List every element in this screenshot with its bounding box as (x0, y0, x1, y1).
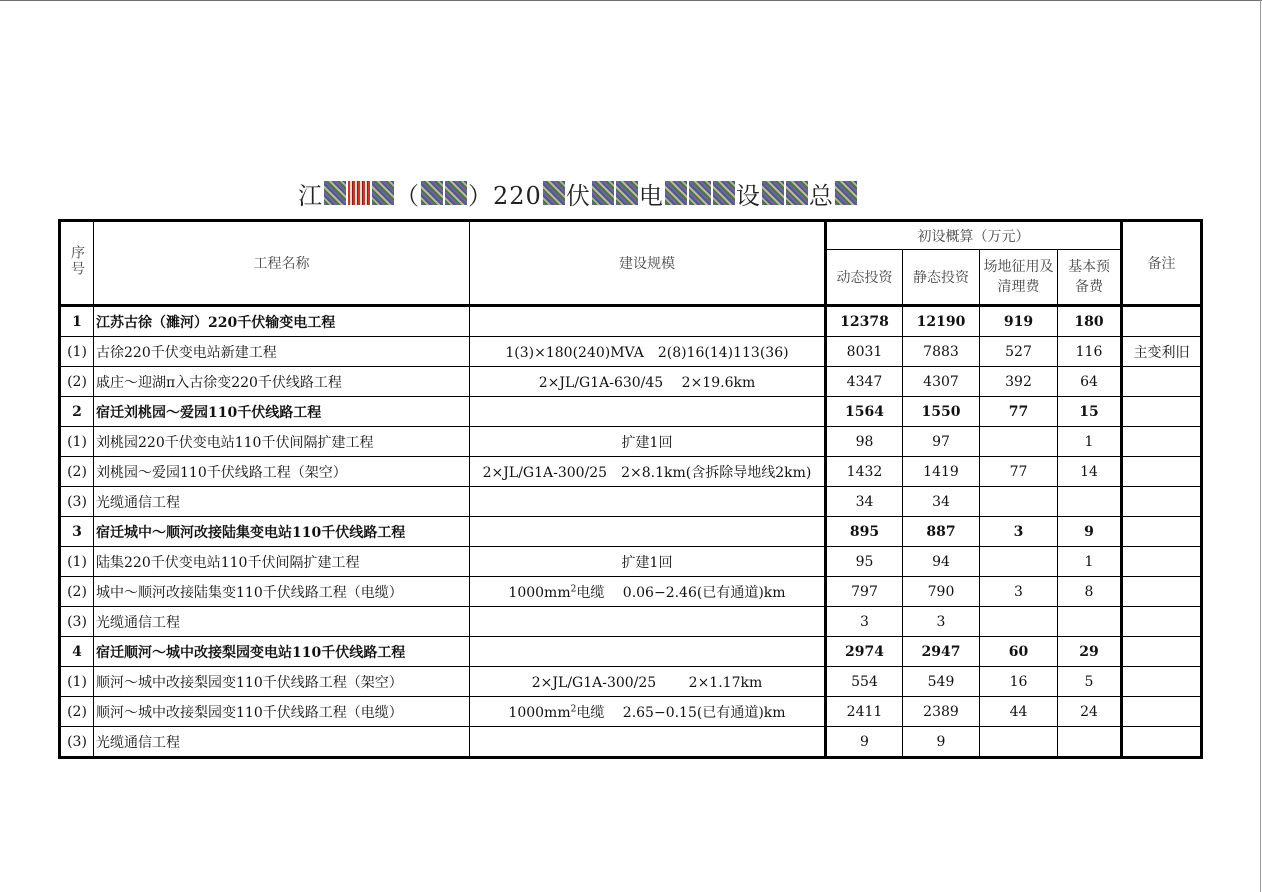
row-reserve: 8 (1058, 577, 1122, 607)
row-seq: (2) (60, 697, 94, 727)
row-static: 9 (903, 727, 980, 758)
table-row (60, 487, 1202, 517)
row-dynamic: 1564 (826, 397, 903, 427)
row-reserve: 29 (1058, 637, 1122, 667)
row-reserve: 14 (1058, 457, 1122, 487)
row-static: 887 (903, 517, 980, 547)
row-name: 江苏古徐（濉河）220千伏输变电工程 (94, 306, 470, 337)
title-char-dian: 电 (638, 181, 664, 210)
row-reserve: 180 (1058, 306, 1122, 337)
row-name: 城中～顺河改接陆集变110千伏线路工程（电缆） (94, 577, 470, 607)
row-site: 527 (980, 337, 1058, 367)
row-site (980, 547, 1058, 577)
row-remark (1122, 667, 1202, 697)
page-right-border (1260, 0, 1261, 892)
title-mosaic-3 (372, 181, 394, 205)
row-reserve: 15 (1058, 397, 1122, 427)
row-remark (1122, 487, 1202, 517)
row-scale (470, 637, 826, 667)
row-reserve: 116 (1058, 337, 1122, 367)
table-row (60, 397, 1202, 427)
row-site: 392 (980, 367, 1058, 397)
row-site: 60 (980, 637, 1058, 667)
title-mosaic-12 (762, 181, 784, 205)
document-title (298, 176, 858, 210)
title-paren-close-220: ）220 (468, 181, 542, 210)
row-name: 顺河～城中改接梨园变110千伏线路工程（架空） (94, 667, 470, 697)
row-reserve: 1 (1058, 547, 1122, 577)
row-seq: (3) (60, 487, 94, 517)
row-static: 790 (903, 577, 980, 607)
row-static: 12190 (903, 306, 980, 337)
row-seq: (2) (60, 367, 94, 397)
header-static: 静态投资 (903, 250, 980, 306)
row-scale: 1(3)×180(240)MVA 2(8)16(14)113(36) (470, 337, 826, 367)
row-name: 宿迁城中～顺河改接陆集变电站110千伏线路工程 (94, 517, 470, 547)
row-scale (470, 577, 826, 607)
row-remark (1122, 517, 1202, 547)
row-seq: (3) (60, 607, 94, 637)
row-dynamic: 95 (826, 547, 903, 577)
row-static: 3 (903, 607, 980, 637)
title-mosaic-14 (835, 181, 857, 205)
row-name: 陆集220千伏变电站110千伏间隔扩建工程 (94, 547, 470, 577)
table-header-row-1 (60, 221, 1202, 250)
page-top-border (0, 0, 1262, 1)
title-mosaic-4 (421, 181, 443, 205)
row-remark: 主变利旧 (1122, 337, 1202, 367)
row-site: 3 (980, 577, 1058, 607)
title-paren-open: （ (395, 181, 420, 210)
header-scale: 建设规模 (470, 221, 826, 306)
row-seq: (2) (60, 577, 94, 607)
row-scale (470, 306, 826, 337)
row-dynamic: 98 (826, 427, 903, 457)
row-remark (1122, 306, 1202, 337)
table-row (60, 697, 1202, 727)
row-remark (1122, 547, 1202, 577)
header-remark: 备注 (1122, 221, 1202, 306)
row-name: 古徐220千伏变电站新建工程 (94, 337, 470, 367)
row-scale: 扩建1回 (470, 427, 826, 457)
row-site (980, 427, 1058, 457)
scale-superscript: 2 (570, 703, 577, 714)
row-name: 戚庄～迎湖π入古徐变220千伏线路工程 (94, 367, 470, 397)
scale-superscript: 2 (570, 583, 577, 594)
row-scale: 2×JL/G1A-300/25 2×8.1km(含拆除导地线2km) (470, 457, 826, 487)
row-site: 77 (980, 397, 1058, 427)
scale-text-pre: 1000mm (508, 584, 571, 601)
row-static: 7883 (903, 337, 980, 367)
row-reserve (1058, 727, 1122, 758)
title-mosaic-13 (786, 181, 808, 205)
row-scale: 2×JL/G1A-630/45 2×19.6km (470, 367, 826, 397)
scale-text-post: 电缆 2.65−0.15(已有通道)km (576, 704, 786, 721)
row-dynamic: 2411 (826, 697, 903, 727)
row-site (980, 727, 1058, 758)
title-mosaic-8 (616, 181, 638, 205)
row-remark (1122, 577, 1202, 607)
row-dynamic: 4347 (826, 367, 903, 397)
table-row (60, 337, 1202, 367)
table-row (60, 667, 1202, 697)
row-name: 宿迁刘桃园～爱园110千伏线路工程 (94, 397, 470, 427)
row-dynamic: 554 (826, 667, 903, 697)
row-scale (470, 487, 826, 517)
row-reserve (1058, 487, 1122, 517)
row-dynamic: 12378 (826, 306, 903, 337)
row-name: 刘桃园220千伏变电站110千伏间隔扩建工程 (94, 427, 470, 457)
row-seq: (1) (60, 667, 94, 697)
title-mosaic-7 (592, 181, 614, 205)
row-site (980, 487, 1058, 517)
row-seq: (1) (60, 337, 94, 367)
row-site: 44 (980, 697, 1058, 727)
row-scale (470, 397, 826, 427)
row-static: 2389 (903, 697, 980, 727)
row-static: 2947 (903, 637, 980, 667)
title-mosaic-1 (324, 181, 346, 205)
title-mosaic-5 (445, 181, 467, 205)
row-static: 94 (903, 547, 980, 577)
row-seq: (3) (60, 727, 94, 758)
table-row (60, 547, 1202, 577)
row-remark (1122, 697, 1202, 727)
title-mosaic-2 (348, 181, 370, 205)
row-static: 97 (903, 427, 980, 457)
row-dynamic: 34 (826, 487, 903, 517)
row-scale (470, 517, 826, 547)
row-site: 77 (980, 457, 1058, 487)
row-site: 919 (980, 306, 1058, 337)
row-static: 1419 (903, 457, 980, 487)
title-char-fu: 伏 (565, 181, 591, 210)
row-remark (1122, 607, 1202, 637)
title-char-1: 江 (298, 181, 323, 210)
title-mosaic-10 (689, 181, 711, 205)
row-reserve: 9 (1058, 517, 1122, 547)
row-seq: (1) (60, 427, 94, 457)
header-seq: 序号 (60, 221, 94, 306)
row-seq: 3 (60, 517, 94, 547)
row-seq: (2) (60, 457, 94, 487)
table-row (60, 517, 1202, 547)
row-site: 3 (980, 517, 1058, 547)
row-dynamic: 797 (826, 577, 903, 607)
header-reserve: 基本预备费 (1058, 250, 1122, 306)
row-reserve: 1 (1058, 427, 1122, 457)
row-dynamic: 1432 (826, 457, 903, 487)
row-name: 光缆通信工程 (94, 487, 470, 517)
row-site: 16 (980, 667, 1058, 697)
header-dynamic: 动态投资 (826, 250, 903, 306)
table-row (60, 607, 1202, 637)
scale-text-post: 电缆 0.06−2.46(已有通道)km (576, 584, 786, 601)
row-scale: 扩建1回 (470, 547, 826, 577)
title-mosaic-9 (665, 181, 687, 205)
row-static: 1550 (903, 397, 980, 427)
row-remark (1122, 367, 1202, 397)
table-row (60, 577, 1202, 607)
row-seq: 2 (60, 397, 94, 427)
title-char-she: 设 (735, 181, 761, 210)
row-dynamic: 3 (826, 607, 903, 637)
budget-table (58, 219, 1203, 759)
row-scale (470, 727, 826, 758)
row-remark (1122, 427, 1202, 457)
table-row (60, 367, 1202, 397)
row-remark (1122, 637, 1202, 667)
row-remark (1122, 457, 1202, 487)
row-static: 549 (903, 667, 980, 697)
row-reserve: 24 (1058, 697, 1122, 727)
scale-text-pre: 1000mm (508, 704, 571, 721)
header-site: 场地征用及清理费 (980, 250, 1058, 306)
title-mosaic-11 (713, 181, 735, 205)
table-row (60, 637, 1202, 667)
row-name: 刘桃园～爱园110千伏线路工程（架空） (94, 457, 470, 487)
row-name: 顺河～城中改接梨园变110千伏线路工程（电缆） (94, 697, 470, 727)
row-seq: 1 (60, 306, 94, 337)
row-static: 34 (903, 487, 980, 517)
row-seq: 4 (60, 637, 94, 667)
row-name: 光缆通信工程 (94, 607, 470, 637)
row-remark (1122, 397, 1202, 427)
header-name: 工程名称 (94, 221, 470, 306)
row-static: 4307 (903, 367, 980, 397)
row-dynamic: 8031 (826, 337, 903, 367)
row-name: 光缆通信工程 (94, 727, 470, 758)
row-reserve: 64 (1058, 367, 1122, 397)
row-remark (1122, 727, 1202, 758)
row-reserve (1058, 607, 1122, 637)
title-mosaic-6 (543, 181, 565, 205)
header-budget-group: 初设概算（万元） (826, 221, 1122, 250)
title-char-zong: 总 (808, 181, 834, 210)
table-row (60, 457, 1202, 487)
row-name: 宿迁顺河～城中改接梨园变电站110千伏线路工程 (94, 637, 470, 667)
row-scale (470, 697, 826, 727)
row-scale (470, 607, 826, 637)
row-reserve: 5 (1058, 667, 1122, 697)
table-row (60, 306, 1202, 337)
row-seq: (1) (60, 547, 94, 577)
row-scale: 2×JL/G1A-300/25 2×1.17km (470, 667, 826, 697)
table-row (60, 727, 1202, 758)
row-dynamic: 895 (826, 517, 903, 547)
row-dynamic: 9 (826, 727, 903, 758)
table-row (60, 427, 1202, 457)
row-dynamic: 2974 (826, 637, 903, 667)
row-site (980, 607, 1058, 637)
